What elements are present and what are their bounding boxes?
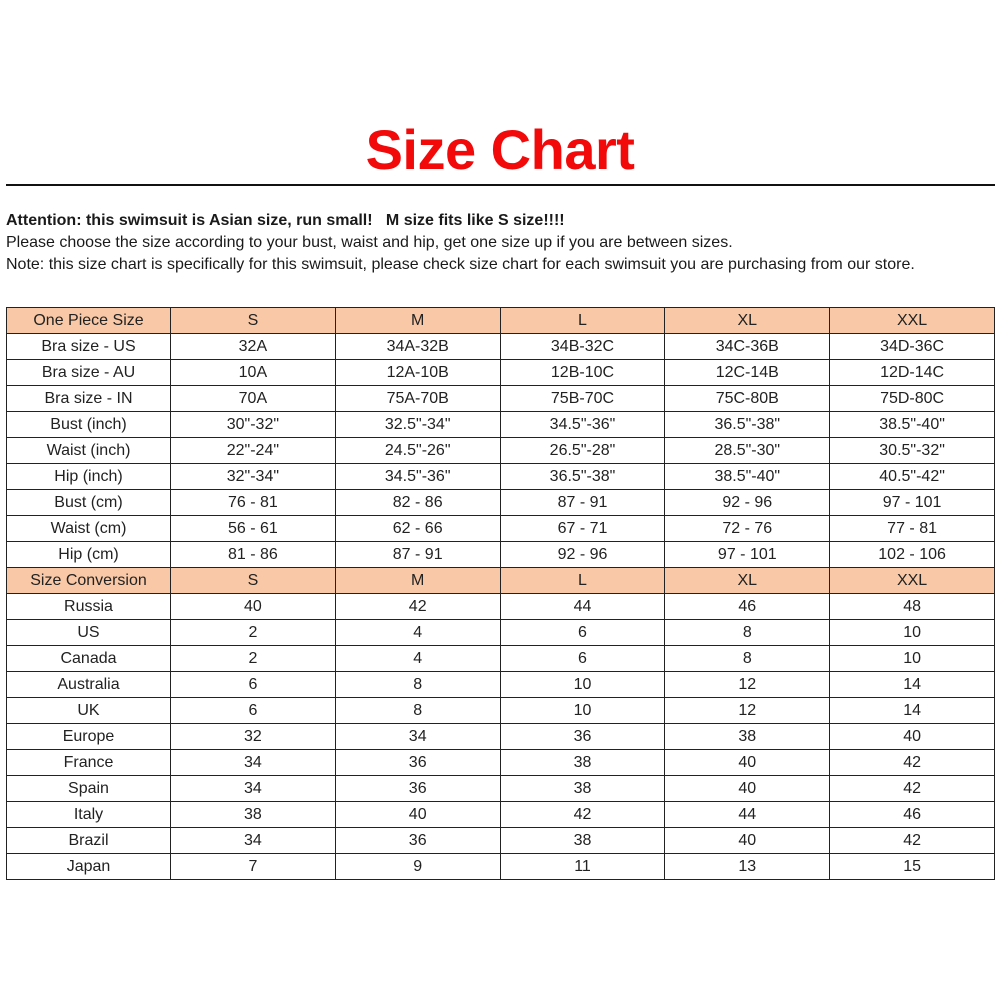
table-cell: 32A bbox=[171, 334, 336, 360]
table-cell: 36.5"-38" bbox=[500, 464, 665, 490]
table-cell: 12 bbox=[665, 698, 830, 724]
table-cell: 34.5"-36" bbox=[500, 412, 665, 438]
table-cell: 32 bbox=[171, 724, 336, 750]
table-cell: 10 bbox=[830, 620, 995, 646]
table-cell: 34 bbox=[171, 750, 336, 776]
table-cell: 15 bbox=[830, 854, 995, 880]
table-cell: 30"-32" bbox=[171, 412, 336, 438]
table-cell: 34A-32B bbox=[335, 334, 500, 360]
table-cell: 4 bbox=[335, 620, 500, 646]
size-column-header: XL bbox=[665, 308, 830, 334]
table-cell: 36 bbox=[335, 750, 500, 776]
table-cell: 75A-70B bbox=[335, 386, 500, 412]
table-cell: 32"-34" bbox=[171, 464, 336, 490]
table-row bbox=[7, 516, 995, 542]
size-column-header: XXL bbox=[830, 568, 995, 594]
table-cell: 40 bbox=[171, 594, 336, 620]
row-label: Italy bbox=[7, 802, 171, 828]
table-cell: 92 - 96 bbox=[500, 542, 665, 568]
notes-block bbox=[6, 210, 996, 276]
table-cell: 40 bbox=[830, 724, 995, 750]
table-cell: 38.5"-40" bbox=[665, 464, 830, 490]
table-cell: 12C-14B bbox=[665, 360, 830, 386]
size-column-header: XXL bbox=[830, 308, 995, 334]
table-cell: 13 bbox=[665, 854, 830, 880]
table-cell: 8 bbox=[665, 620, 830, 646]
table-cell: 36.5"-38" bbox=[665, 412, 830, 438]
row-label: France bbox=[7, 750, 171, 776]
table-row bbox=[7, 542, 995, 568]
row-label: Australia bbox=[7, 672, 171, 698]
measurements-header-row bbox=[7, 308, 995, 334]
table-cell: 44 bbox=[500, 594, 665, 620]
table-cell: 40 bbox=[335, 802, 500, 828]
table-row bbox=[7, 386, 995, 412]
table-cell: 46 bbox=[830, 802, 995, 828]
table-row bbox=[7, 620, 995, 646]
table-cell: 44 bbox=[665, 802, 830, 828]
sizing-advice-note: Please choose the size according to your bust, waist and hip, get one size up if you are between sizes. bbox=[6, 234, 733, 251]
table-cell: 77 - 81 bbox=[830, 516, 995, 542]
table-row bbox=[7, 438, 995, 464]
table-row bbox=[7, 698, 995, 724]
chart-specific-note: Note: this size chart is specifically for this swimsuit, please check size chart for each swimsuit you are purchasing from our store. bbox=[6, 256, 915, 273]
table-cell: 70A bbox=[171, 386, 336, 412]
row-label: Bra size - IN bbox=[7, 386, 171, 412]
table-cell: 72 - 76 bbox=[665, 516, 830, 542]
row-label: Japan bbox=[7, 854, 171, 880]
table-cell: 46 bbox=[665, 594, 830, 620]
table-cell: 30.5"-32" bbox=[830, 438, 995, 464]
table-cell: 38 bbox=[500, 828, 665, 854]
table-cell: 34C-36B bbox=[665, 334, 830, 360]
table-cell: 75C-80B bbox=[665, 386, 830, 412]
row-label: UK bbox=[7, 698, 171, 724]
table-row bbox=[7, 776, 995, 802]
table-row bbox=[7, 828, 995, 854]
table-cell: 36 bbox=[500, 724, 665, 750]
table-cell: 48 bbox=[830, 594, 995, 620]
table-cell: 10 bbox=[500, 698, 665, 724]
table-cell: 6 bbox=[500, 646, 665, 672]
table-cell: 42 bbox=[830, 776, 995, 802]
table-cell: 87 - 91 bbox=[335, 542, 500, 568]
row-label: Brazil bbox=[7, 828, 171, 854]
table-cell: 40 bbox=[665, 776, 830, 802]
table-cell: 82 - 86 bbox=[335, 490, 500, 516]
table-row bbox=[7, 646, 995, 672]
size-column-header: M bbox=[335, 568, 500, 594]
table-cell: 32.5"-34" bbox=[335, 412, 500, 438]
row-label: Bra size - US bbox=[7, 334, 171, 360]
row-label: Hip (cm) bbox=[7, 542, 171, 568]
attention-note: Attention: this swimsuit is Asian size, run small! M size fits like S size!!!! bbox=[6, 212, 565, 229]
row-label: Bust (cm) bbox=[7, 490, 171, 516]
table-cell: 38 bbox=[171, 802, 336, 828]
table-cell: 4 bbox=[335, 646, 500, 672]
table-cell: 36 bbox=[335, 776, 500, 802]
table-cell: 40 bbox=[665, 750, 830, 776]
section-header-label: One Piece Size bbox=[7, 308, 171, 334]
table-cell: 34 bbox=[335, 724, 500, 750]
table-cell: 12B-10C bbox=[500, 360, 665, 386]
table-cell: 8 bbox=[335, 698, 500, 724]
table-cell: 67 - 71 bbox=[500, 516, 665, 542]
table-cell: 12A-10B bbox=[335, 360, 500, 386]
table-cell: 10 bbox=[830, 646, 995, 672]
table-cell: 76 - 81 bbox=[171, 490, 336, 516]
table-row bbox=[7, 360, 995, 386]
table-cell: 12D-14C bbox=[830, 360, 995, 386]
table-cell: 38.5"-40" bbox=[830, 412, 995, 438]
table-row bbox=[7, 412, 995, 438]
table-cell: 38 bbox=[500, 750, 665, 776]
table-cell: 6 bbox=[171, 672, 336, 698]
size-column-header: XL bbox=[665, 568, 830, 594]
table-cell: 9 bbox=[335, 854, 500, 880]
table-cell: 10A bbox=[171, 360, 336, 386]
size-column-header: S bbox=[171, 308, 336, 334]
row-label: Hip (inch) bbox=[7, 464, 171, 490]
table-cell: 38 bbox=[665, 724, 830, 750]
table-cell: 42 bbox=[830, 750, 995, 776]
table-cell: 34.5"-36" bbox=[335, 464, 500, 490]
table-cell: 42 bbox=[500, 802, 665, 828]
table-cell: 10 bbox=[500, 672, 665, 698]
table-cell: 22"-24" bbox=[171, 438, 336, 464]
size-chart-table bbox=[6, 307, 995, 880]
row-label: Spain bbox=[7, 776, 171, 802]
table-row bbox=[7, 334, 995, 360]
table-cell: 7 bbox=[171, 854, 336, 880]
section-header-label: Size Conversion bbox=[7, 568, 171, 594]
size-column-header: L bbox=[500, 568, 665, 594]
table-cell: 97 - 101 bbox=[830, 490, 995, 516]
row-label: Waist (inch) bbox=[7, 438, 171, 464]
row-label: Canada bbox=[7, 646, 171, 672]
table-cell: 42 bbox=[335, 594, 500, 620]
conversion-header-row bbox=[7, 568, 995, 594]
table-cell: 36 bbox=[335, 828, 500, 854]
table-cell: 24.5"-26" bbox=[335, 438, 500, 464]
row-label: Europe bbox=[7, 724, 171, 750]
size-column-header: L bbox=[500, 308, 665, 334]
table-cell: 62 - 66 bbox=[335, 516, 500, 542]
table-row bbox=[7, 802, 995, 828]
table-cell: 6 bbox=[500, 620, 665, 646]
table-cell: 34 bbox=[171, 776, 336, 802]
table-cell: 14 bbox=[830, 672, 995, 698]
table-cell: 42 bbox=[830, 828, 995, 854]
size-column-header: M bbox=[335, 308, 500, 334]
table-cell: 38 bbox=[500, 776, 665, 802]
table-cell: 2 bbox=[171, 646, 336, 672]
table-row bbox=[7, 750, 995, 776]
table-cell: 75D-80C bbox=[830, 386, 995, 412]
table-row bbox=[7, 724, 995, 750]
table-cell: 75B-70C bbox=[500, 386, 665, 412]
table-cell: 34B-32C bbox=[500, 334, 665, 360]
row-label: Bust (inch) bbox=[7, 412, 171, 438]
table-cell: 92 - 96 bbox=[665, 490, 830, 516]
table-cell: 8 bbox=[335, 672, 500, 698]
table-cell: 11 bbox=[500, 854, 665, 880]
table-cell: 8 bbox=[665, 646, 830, 672]
table-cell: 40.5"-42" bbox=[830, 464, 995, 490]
row-label: Bra size - AU bbox=[7, 360, 171, 386]
table-row bbox=[7, 672, 995, 698]
title-divider bbox=[6, 184, 995, 186]
page-title: Size Chart bbox=[365, 118, 635, 181]
row-label: Waist (cm) bbox=[7, 516, 171, 542]
table-cell: 2 bbox=[171, 620, 336, 646]
table-row bbox=[7, 464, 995, 490]
table-cell: 56 - 61 bbox=[171, 516, 336, 542]
table-cell: 97 - 101 bbox=[665, 542, 830, 568]
table-cell: 40 bbox=[665, 828, 830, 854]
table-cell: 81 - 86 bbox=[171, 542, 336, 568]
size-column-header: S bbox=[171, 568, 336, 594]
table-row bbox=[7, 490, 995, 516]
table-cell: 34 bbox=[171, 828, 336, 854]
table-cell: 26.5"-28" bbox=[500, 438, 665, 464]
table-cell: 6 bbox=[171, 698, 336, 724]
row-label: US bbox=[7, 620, 171, 646]
table-row bbox=[7, 594, 995, 620]
row-label: Russia bbox=[7, 594, 171, 620]
table-cell: 14 bbox=[830, 698, 995, 724]
table-cell: 28.5"-30" bbox=[665, 438, 830, 464]
table-row bbox=[7, 854, 995, 880]
table-cell: 102 - 106 bbox=[830, 542, 995, 568]
table-cell: 12 bbox=[665, 672, 830, 698]
table-cell: 87 - 91 bbox=[500, 490, 665, 516]
table-cell: 34D-36C bbox=[830, 334, 995, 360]
